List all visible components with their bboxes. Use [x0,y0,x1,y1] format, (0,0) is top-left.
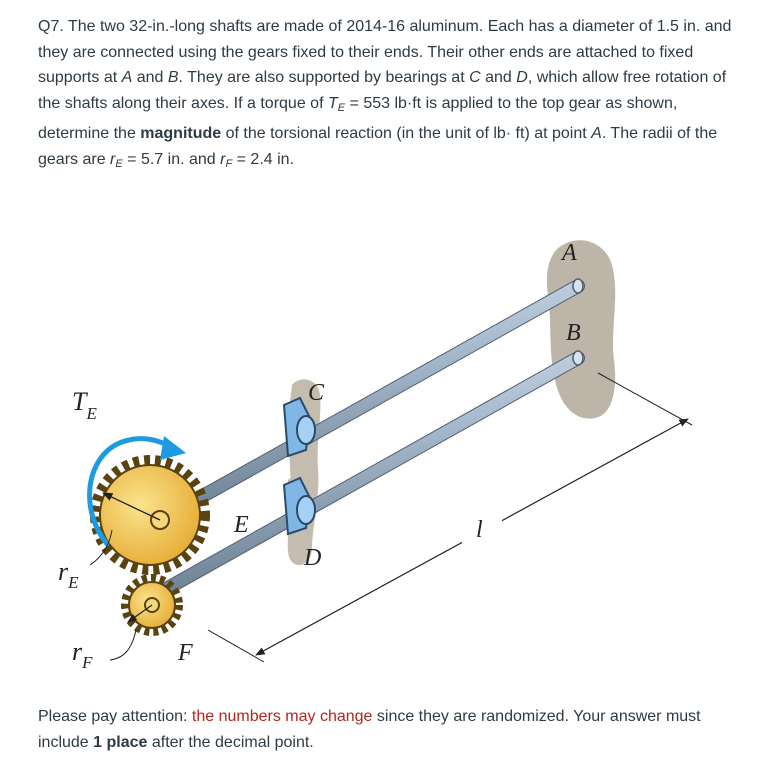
label-b: B [566,320,581,346]
label-rf-main: r [72,637,83,666]
q-radius-e: r [110,150,116,168]
q-text-1: Q7. The two 32-in.-long shafts are made of 2014-16 aluminum. Each has a diameter of 1.5 in. and they are connected using the gears fixed to their ends. Their other ends are attached to fixed supports at [38,18,732,86]
label-te [72,387,97,423]
q-point-d: D [516,69,528,86]
q-point-a: A [121,69,133,86]
note-text [38,704,738,755]
label-length: l [476,517,483,543]
q-point-a2: A [591,125,602,142]
q-radius-f: r [220,150,226,168]
label-rf-sub: F [82,653,93,672]
shaft-end-b [573,351,583,365]
gear-f [125,578,179,632]
q-point-c: C [469,69,481,86]
q-radius-e-sub: E [115,157,123,170]
note-bold-places: 1 place [93,733,148,751]
label-a: A [562,240,577,266]
label-f: F [178,640,193,666]
shaft-lower-body [150,358,578,598]
note-red-text: the numbers may change [191,708,373,725]
label-e: E [234,512,249,538]
q-text-8: . The radii of the gears are [38,125,718,168]
q-text-4: and [480,69,517,86]
shaft-end-a [573,279,583,293]
q-text-6: = 553 lb·ft is applied to the top gear as shown, determine the [38,94,678,142]
note-text-1: Please pay attention: [38,708,192,725]
torque-arrowhead [160,436,186,460]
label-c: C [308,380,325,406]
question-text [38,14,738,177]
extension-line-left [208,630,264,662]
leader-rf [110,630,136,660]
label-re [58,557,79,592]
fixed-support-ab [547,240,615,418]
label-te-main: T [72,387,87,416]
q-text-7: of the torsional reaction (in the unit of lb· ft) at point [221,125,592,142]
shaft-gear-figure [0,210,777,680]
q-text-3: . They are also supported by bearings at [178,69,470,86]
shaft-upper-body [160,286,578,520]
label-d: D [304,545,322,571]
q-bold-magnitude: magnitude [140,125,222,142]
q-point-b: B [167,69,179,86]
note-text-2: since they are randomized. Your answer must include [38,708,701,751]
note-text-3: after the decimal point. [147,733,314,751]
label-te-sub: E [86,404,97,423]
q-radius-f-sub: F [225,157,233,170]
q-torque-sub: E [337,101,346,114]
gear-e [95,460,205,570]
label-rf [72,637,93,672]
label-re-sub: E [68,573,79,592]
q-text-9: = 5.7 in. and [122,150,221,168]
label-re-main: r [58,557,69,586]
q-text-10: = 2.4 in. [232,150,295,168]
q-torque-symbol: T [327,94,338,112]
q-text-2: and [132,69,168,86]
q-text-5: , which allow free rotation of the shafts along their axes. If a torque of [38,69,727,112]
